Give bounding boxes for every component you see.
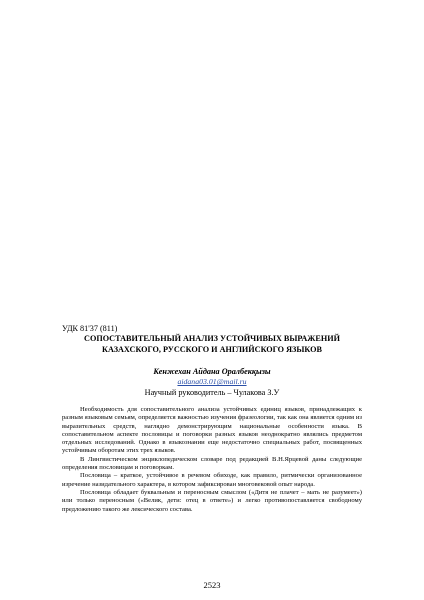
page-number: 2523: [203, 580, 221, 590]
scientific-supervisor: Научный руководитель – Чулакова З.У: [144, 388, 280, 397]
udk-code: УДК 81'37 (811): [62, 324, 118, 333]
article-title-line-1: СОПОСТАВИТЕЛЬНЫЙ АНАЛИЗ УСТОЙЧИВЫХ ВЫРАЖЕНИЙ: [84, 334, 340, 343]
body-paragraph: Пословица обладает буквальным и переносным смыслом («Дитя не плачет – мать не разумеет») или только переносным («Велик, дети: отец в ответе») и легко противопоставляется свободному предложению такого же лексического состава.: [62, 488, 362, 513]
body-paragraph: В Лингвистическом энциклопедическом словаре под редакцией В.Н.Ярцевой даны следующие определения пословицам и поговоркам.: [62, 455, 362, 472]
article-title: [62, 334, 362, 355]
body-paragraph: Пословица – краткое, устойчивое в речевом обиходе, как правило, ритмически организованное изречение назидательного характера, в котором зафиксирован многовековой опыт народа.: [62, 472, 362, 488]
body-paragraph: Необходимость для сопоставительного анализа устойчивых единиц языков, принадлежащих к разным языковым семьям, определяется важностью изучения фразеологии, так как она является одним из выразительных средств, наглядно демонстрирующим национальные особенности языка. В сопоставительном аспекте пословицы и поговорки разных языков неоднократно являлись предметом отдельных исследований. Однако в языкознании еще недостаточно специальных работ, посвященных устойчивым оборотам этих трех языков.: [62, 406, 362, 455]
article-body: [62, 406, 362, 514]
article-title-line-2: КАЗАХСКОГО, РУССКОГО И АНГЛИЙСКОГО ЯЗЫКОВ: [102, 344, 322, 354]
author-email-link[interactable]: aidana03.01@mail.ru: [177, 377, 247, 386]
author-name: Кенжехан Айдана Оралбекқызы: [153, 367, 271, 376]
